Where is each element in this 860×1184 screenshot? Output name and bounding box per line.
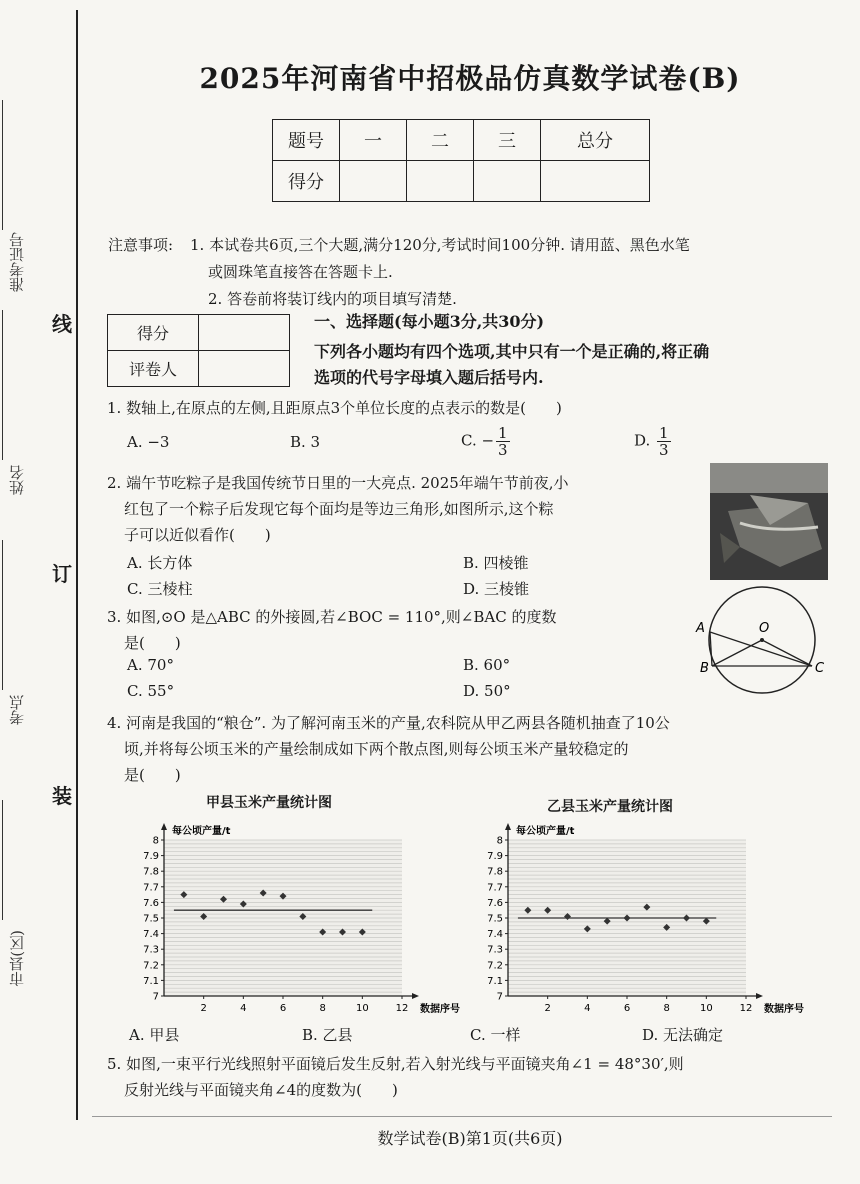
q4-line1: 4. 河南是我国的“粮仓”. 为了解河南玉米的产量,农科院从甲乙两县各随机抽查了10公 (107, 714, 670, 732)
q2-option-b: B. 四棱锥 (463, 554, 529, 572)
q1-option-a: A. −3 (127, 433, 170, 451)
score-header-cell: 题号 (273, 120, 340, 161)
x-tick-label: 8 (663, 1003, 670, 1014)
binding-char-xian: 线 (52, 312, 72, 336)
fraction-numerator: 1 (498, 424, 508, 442)
grader-score-label: 得分 (108, 315, 199, 351)
score-header-cell: 三 (474, 120, 541, 161)
q1-option-c (461, 425, 510, 458)
y-tick-label: 7.8 (487, 866, 503, 878)
y-tick-label: 7.4 (487, 929, 503, 941)
y-axis-label: 每公顷产量/t (516, 826, 575, 837)
q3-option-a: A. 70° (127, 656, 174, 674)
page-footer: 数学试卷(B)第1页(共6页) (377, 1129, 563, 1148)
x-tick-label: 10 (355, 1003, 369, 1014)
segment-ob (712, 640, 762, 666)
label-exam-no: 准考证号 (8, 232, 26, 292)
label-point-b: B (700, 661, 709, 676)
y-tick-label: 7.8 (143, 866, 159, 878)
q2-line3: 子可以近似看作( ) (124, 526, 271, 544)
x-tick-label: 4 (240, 1003, 247, 1014)
segment-oc (762, 640, 812, 666)
q1-option-d (634, 425, 671, 458)
q3-line1: 3. 如图,⊙O 是△ABC 的外接圆,若∠BOC = 110°,则∠BAC 的度数 (107, 608, 557, 626)
y-tick-label: 7.3 (487, 944, 503, 956)
score-header-cell: 总分 (541, 120, 650, 161)
grader-table (107, 314, 290, 387)
y-tick-label: 7.7 (487, 882, 503, 894)
grader-label: 评卷人 (108, 351, 199, 387)
photo-light-area (710, 463, 828, 493)
chart1-scatter (124, 818, 476, 1023)
fill-line-exam-no (2, 100, 3, 230)
y-tick-label: 7.9 (487, 851, 503, 863)
q1-text: 1. 数轴上,在原点的左侧,且距原点3个单位长度的点表示的数是( ) (107, 399, 562, 417)
y-axis-arrow (505, 823, 511, 830)
score-header-cell: 二 (407, 120, 474, 161)
label-point-o: O (759, 621, 770, 636)
y-tick-label: 8 (152, 835, 159, 847)
x-tick-label: 10 (699, 1003, 713, 1014)
q5-line1: 5. 如图,一束平行光线照射平面镜后发生反射,若入射光线与平面镜夹角∠1 = 48°30′,则 (107, 1055, 684, 1073)
q2-option-a: A. 长方体 (127, 554, 193, 572)
notes-item1-b: 或圆珠笔直接答在答题卡上. (208, 263, 393, 281)
x-tick-label: 6 (623, 1003, 631, 1014)
label-point-a: A (696, 621, 705, 636)
score-cell (407, 161, 474, 202)
footer-divider (92, 1116, 832, 1117)
chart2-scatter (468, 818, 820, 1023)
score-cell (340, 161, 407, 202)
fraction-denominator: 3 (659, 441, 669, 459)
section1-heading: 一、选择题(每小题3分,共30分) (314, 312, 545, 331)
notes-item1-a: 1. 本试卷共6页,三个大题,满分120分,考试时间100分钟. 请用蓝、黑色水笔 (190, 236, 690, 254)
q3-option-b: B. 60° (463, 656, 511, 674)
y-tick-label: 7.7 (143, 882, 159, 894)
y-tick-label: 7 (152, 991, 159, 1003)
score-cell (474, 161, 541, 202)
x-axis-arrow (412, 993, 419, 999)
section1-instruction-a: 下列各小题均有四个选项,其中只有一个是正确的,将正确 (314, 342, 710, 361)
label-venue: 考点 (8, 695, 26, 725)
y-axis-arrow (161, 823, 167, 830)
label-point-c: C (815, 661, 825, 676)
x-tick-label: 2 (544, 1003, 551, 1014)
notes-item2: 2. 答卷前将装订线内的项目填写清楚. (208, 290, 457, 308)
q1-option-d-fraction (657, 425, 671, 458)
x-axis-label: 数据序号 (420, 1004, 460, 1015)
score-cell (541, 161, 650, 202)
y-tick-label: 7.6 (487, 897, 503, 909)
segment-ac (710, 632, 812, 666)
y-tick-label: 7.9 (143, 851, 159, 863)
y-tick-label: 7.6 (143, 897, 159, 909)
q4-option-b: B. 乙县 (302, 1026, 353, 1044)
q2-line1: 2. 端午节吃粽子是我国传统节日里的一大亮点. 2025年端午节前夜,小 (107, 474, 569, 492)
x-tick-label: 4 (584, 1003, 591, 1014)
binding-char-zhuang: 装 (52, 784, 72, 808)
binding-char-ding: 订 (52, 562, 72, 586)
fill-line-county (2, 800, 3, 920)
y-tick-label: 7.5 (487, 913, 503, 925)
fill-line-venue (2, 540, 3, 690)
grader-cell (199, 351, 290, 387)
q2-option-d: D. 三棱锥 (463, 580, 530, 598)
q4-option-a: A. 甲县 (129, 1026, 180, 1044)
zongzi-photo (710, 463, 828, 580)
x-axis-label: 数据序号 (764, 1004, 804, 1015)
q2-option-c: C. 三棱柱 (127, 580, 193, 598)
q4-option-d: D. 无法确定 (642, 1026, 724, 1044)
chart1-title: 甲县玉米产量统计图 (206, 795, 332, 811)
q3-line2: 是( ) (124, 634, 181, 652)
x-tick-label: 8 (319, 1003, 326, 1014)
fraction-numerator: 1 (659, 424, 669, 442)
y-tick-label: 7.2 (487, 960, 503, 972)
page-title: 2025年河南省中招极品仿真数学试卷(B) (199, 62, 741, 95)
center-point (760, 638, 764, 642)
x-tick-label: 12 (739, 1003, 753, 1014)
label-name: 姓名 (8, 465, 26, 495)
score-table (272, 119, 650, 202)
x-tick-label: 12 (395, 1003, 409, 1014)
q5-line2: 反射光线与平面镜夹角∠4的度数为( ) (124, 1081, 398, 1099)
y-tick-label: 7.4 (143, 929, 159, 941)
y-axis-label: 每公顷产量/t (172, 826, 231, 837)
q2-line2: 红包了一个粽子后发现它每个面均是等边三角形,如图所示,这个粽 (124, 500, 554, 518)
y-tick-label: 7 (496, 991, 503, 1003)
x-axis-arrow (756, 993, 763, 999)
circle-figure (692, 582, 832, 698)
q1-option-c-fraction (496, 425, 510, 458)
y-tick-label: 8 (496, 835, 503, 847)
y-tick-label: 7.5 (143, 913, 159, 925)
q4-line3: 是( ) (124, 766, 181, 784)
score-row-label: 得分 (273, 161, 340, 202)
score-header-cell: 一 (340, 120, 407, 161)
label-county: 市县(区) (8, 930, 26, 987)
y-tick-label: 7.3 (143, 944, 159, 956)
x-tick-label: 6 (279, 1003, 287, 1014)
q1-option-c-prefix: C. − (461, 431, 495, 450)
q3-option-c: C. 55° (127, 682, 175, 700)
binding-line (76, 10, 78, 1120)
grader-score-cell (199, 315, 290, 351)
q3-option-d: D. 50° (463, 682, 511, 700)
q1-option-d-prefix: D. (634, 431, 656, 450)
y-tick-label: 7.2 (143, 960, 159, 972)
fill-line-name (2, 310, 3, 460)
notes-label: 注意事项: (108, 236, 174, 254)
q4-line2: 顷,并将每公顷玉米的产量绘制成如下两个散点图,则每公顷玉米产量较稳定的 (124, 740, 629, 758)
fraction-denominator: 3 (498, 441, 508, 459)
section1-instruction-b: 选项的代号字母填入题后括号内. (314, 368, 544, 387)
q4-option-c: C. 一样 (470, 1026, 521, 1044)
q1-option-b: B. 3 (290, 433, 321, 451)
y-tick-label: 7.1 (487, 975, 503, 987)
chart2-title: 乙县玉米产量统计图 (547, 799, 673, 815)
y-tick-label: 7.1 (143, 975, 159, 987)
x-tick-label: 2 (200, 1003, 207, 1014)
